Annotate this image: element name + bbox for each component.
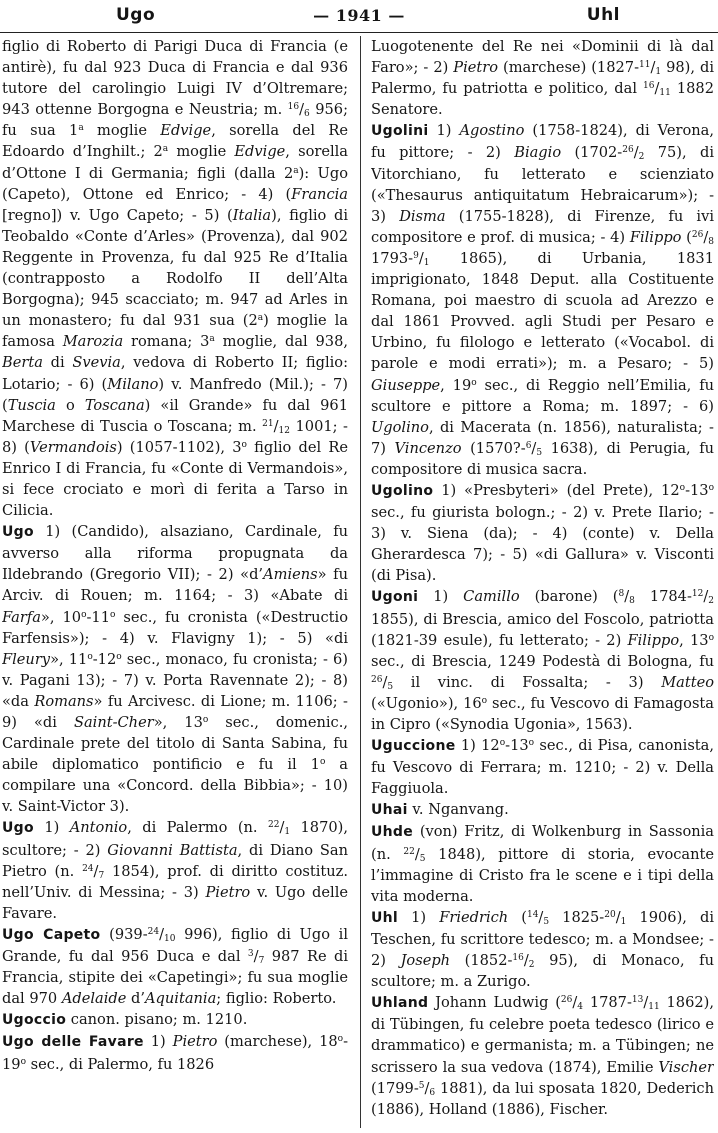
entry-continuation [371,36,714,120]
page-number: — 1941 — [313,6,405,25]
entry-headword: Ugo [2,820,34,837]
entry-body: Johann Ludwig ($^{26}/_4$ $1787-^{13}/_{11}$ 1862), di Tübingen, fu celebre poeta tedesco (lirico e drammatico) e germanista; m. a Tübingen; ne scrissero la sua vedova (1874), Emilie Vischer ($1799-^5/_6$ 1881), da lui sposata 1820, Dederich (1886), Holland (1886), Fischer. [371,994,714,1118]
entry-body: 1) Antonio, di Palermo (n. $^{22}/_1$ 1870), scultore; - 2) Giovanni Battista, di Diano San Pietro (n. $^{24}/_7$ 1854), prof. di diritto costituz. nell’Univ. di Messina; - 3) Pietro v. Ugo delle Favare. [2,819,348,922]
entry-headword: Ugolino [371,482,434,499]
entry-headword: Ugo [2,524,34,541]
dictionary-entry [2,521,348,817]
entry-body: ($939-^{24}/_{10}$ 996), figlio di Ugo il Grande, fu dal 956 Duca e dal $^3/_7$ 987 Re di Francia, stipite dei «Capetingi»; fu sua moglie dal 970 Adelaide d’Aquitania; figlio: Roberto. [2,925,348,1008]
entry-headword: Uhl [371,909,399,926]
entry-headword: Uhland [371,995,429,1012]
dictionary-entry [371,907,714,992]
entry-headword: Ugoccio [2,1012,67,1029]
entry-body: 1) Agostino (1758-1824), di Verona, fu pittore; - 2) Biagio ($1702-^{26}/_2$ 75), di Vitorchiano, fu letterato e scienziato («Thesaurus antiquitatum Hebraicarum»); - 3) Disma (1755-1828), di Firenze, fu ivi compositore e prof. di musica; - 4) Filippo ($^{26}/_8$ $1793-^9/_1$ 1865), di Urbania, 1831 imprigionato, 1848 Deput. alla Costituente Romana, poi maestro di scuola ad Arezzo e dal 1861 Provved. agli Studi per Pesaro e Urbino, fu filologo e letterato («Vocabol. di parole e modi errati»); m. a Pesaro; - 5) Giuseppe, 19$^o$ sec., di Reggio nell’Emilia, fu scultore e pittore a Roma; m. 1897; - 6) Ugolino, di Macerata (n. 1856), naturalista; - 7) Vincenzo ($1570?-^6/_5$ 1638), di Perugia, fu compositore di musica sacra. [371,122,714,478]
left-column [2,36,348,1128]
entry-body: 1) Camillo (barone) ($^8/_8$ $1784-^{12}/_2$ 1855), di Brescia, amico del Foscolo, patriotta (1821-39 esule), fu letterato; - 2) Filippo, 13$^o$ sec., di Brescia, 1249 Podestà di Bologna, fu $^{26}/_5$ il vinc. di Fossalta; - 3) Matteo («Ugonio»), 16$^o$ sec., fu Vescovo di Famagosta in Cipro («Synodia Ugonia», 1563). [371,588,714,733]
right-column [371,36,714,1128]
running-head [0,2,718,33]
running-head-left: Ugo [116,5,156,25]
entry-headword: Ugoni [371,589,419,606]
dictionary-entry [2,1009,348,1031]
dictionary-entry [371,992,714,1120]
entry-body: (von) Fritz, di Wolkenburg in Sassonia (n. $^{22}/_5$ 1848), pittore di storia, evocante l’immagine di Cristo fra le scene e i tipi della vita moderna. [371,823,714,905]
entry-body: Luogotenente del Re nei «Dominii di là dal Faro»; - 2) Pietro (marchese) ($1827-^{11}/_1$ 98), di Palermo, fu patriotta e politico, dal $^{16}/_{11}$ 1882 Senatore. [371,38,714,119]
dictionary-entry [371,821,714,906]
entry-body: 1) Pietro (marchese), 18$^o$-19$^o$ sec., di Palermo, fu 1826 [2,1033,348,1073]
running-head-right: Uhl [586,5,620,25]
column-divider [360,36,361,1128]
entry-body: figlio di Roberto di Parigi Duca di Francia (e antirè), fu dal 923 Duca di Francia e dal 936 tutore del carolingio Luigi IV d’Oltremare; 943 ottenne Borgogna e Neustria; m. $^{16}/_6$ 956; fu sua 1$^a$ moglie Edvige, sorella del Re Edoardo d’Inghilt.; 2$^a$ moglie Edvige, sorella d’Ottone I di Germania; figli (dalla 2$^a$): Ugo (Capeto), Ottone ed Enrico; - 4) (Francia [regno]) v. Ugo Capeto; - 5) (Italia), figlio di Teobaldo «Conte d’Arles» (Provenza), dal 902 Reggente in Provenza, fu dal 925 Re d’Italia (contrapposto a Rodolfo II dell’Alta Borgogna); 945 scacciato; m. 947 ad Arles in un monastero; fu dal 931 sua (2$^a$) moglie la famosa Marozia romana; 3$^a$ moglie, dal 938, Berta di Svevia, vedova di Roberto II; figlio: Lotario; - 6) (Milano) v. Manfredo (Mil.); - 7) (Tuscia o Toscana) «il Grande» fu dal 961 Marchese di Tuscia o Toscana; m. $^{21}/_{12}$ 1001; - 8) (Vermandois) (1057-1102), 3$^o$ figlio del Re Enrico I di Francia, fu «Conte di Vermandois», si fece crociato e morì di ferita a Tarso in Cilicia. [2,38,348,520]
dictionary-entry [371,586,714,735]
entry-body: 1) «Presbyteri» (del Prete), 12$^o$-13$^o$ sec., fu giurista bologn.; - 2) v. Prete Ilario; - 3) v. Siena (da); - 4) (conte) v. Della Gherardesca 7); - 5) «di Gallura» v. Visconti (di Pisa). [371,481,714,585]
entry-headword: Ugolini [371,123,429,140]
dictionary-entry [371,735,714,799]
entry-headword: Uguccione [371,738,456,755]
dictionary-entry [2,1031,348,1074]
entry-headword: Ugo Capeto [2,926,101,943]
dictionary-entry [371,120,714,480]
dictionary-entry [2,924,348,1009]
entry-body: v. Nganvang. [412,801,509,819]
entry-body: 1) (Candido), alsaziano, Cardinale, fu avverso alla riforma propugnata da Ildebrando (Gregorio VII); - 2) «d’Amiens» fu Arciv. di Rouen; m. 1164; - 3) «Abate di Farfa», 10$^o$-11$^o$ sec., fu cronista («Destructio Farfensis»); - 4) v. Flavigny 1); - 5) «di Fleury», 11$^o$-12$^o$ sec., monaco, fu cronista; - 6) v. Pagani 13); - 7) v. Porta Ravennate 2); - 8) «da Romans» fu Arcivesc. di Lione; m. 1106; - 9) «di Saint-Cher», 13$^o$ sec., domenic., Cardinale prete del titolo di Santa Sabina, fu abile diplomatico pontificio e fu il 1$^o$ a compilare una «Concord. della Bibbia»; - 10) v. Saint-Victor 3). [2,523,348,816]
entry-body: 1) 12$^o$-13$^o$ sec., di Pisa, canonista, fu Vescovo di Ferrara; m. 1210; - 2) v. Della Faggiuola. [371,737,714,798]
entry-continuation [2,36,348,521]
entry-headword: Uhai [371,802,408,819]
entry-body: canon. pisano; m. 1210. [70,1011,248,1029]
entry-headword: Ugo delle Favare [2,1034,144,1051]
dictionary-entry [2,817,348,923]
dictionary-entry [371,480,714,586]
dictionary-entry [371,799,714,821]
entry-headword: Uhde [371,824,414,841]
entry-body: 1) Friedrich ($^{14}/_5$ $1825-^{20}/_1$ 1906), di Teschen, fu scrittore tedesco; m. a Mondsee; - 2) Joseph ($1852-^{16}/_2$ 95), di Monaco, fu scultore; m. a Zurigo. [371,908,714,991]
